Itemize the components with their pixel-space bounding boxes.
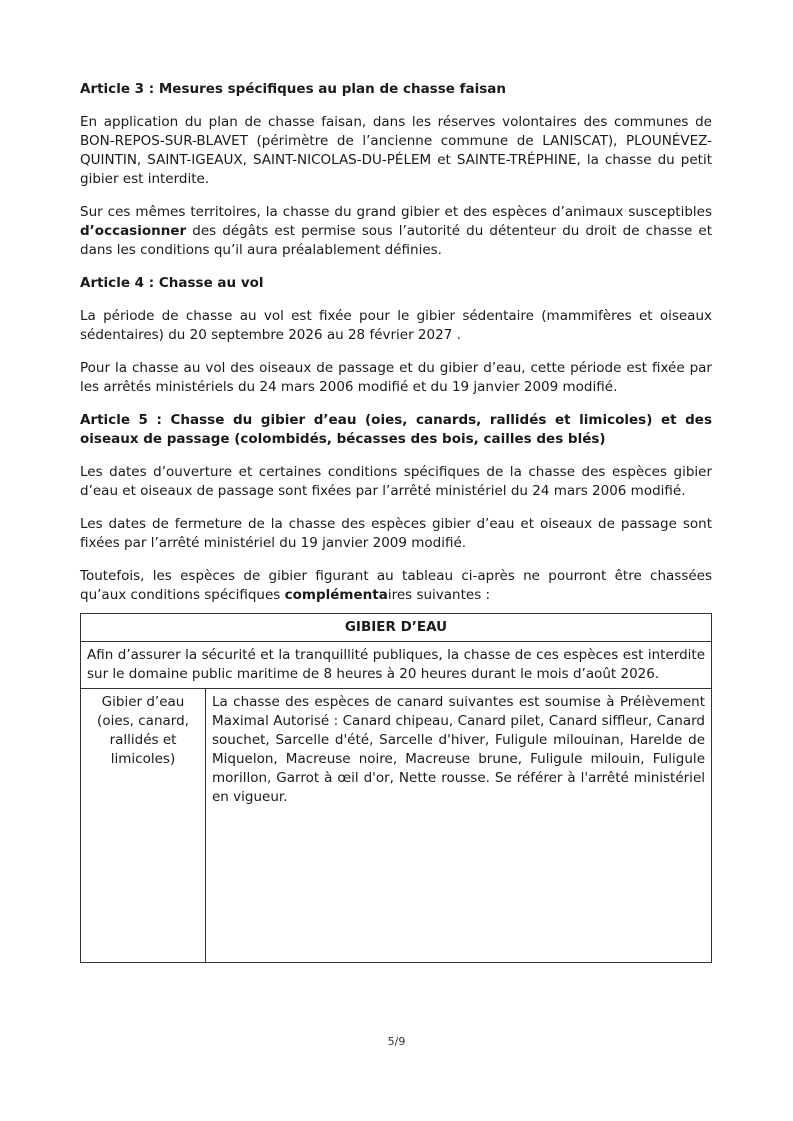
species-line-3: rallidés et [109, 732, 177, 748]
article-5-p3-text-b: ires suivantes : [387, 587, 491, 603]
table-header-cell: GIBIER D’EAU [81, 614, 712, 642]
species-line-1: Gibier d’eau [101, 694, 185, 710]
article-5-heading: Article 5 : Chasse du gibier d’eau (oies, canards, rallidés et limicoles) et des oiseaux de passage (colombidés, bécasses des bois, cailles des blés) [80, 412, 712, 447]
article-5-paragraph-2: Les dates de fermeture de la chasse des espèces gibier d’eau et oiseaux de passage sont fixées par l’arrêté ministériel du 19 janvier 2009 modifié. [80, 516, 712, 551]
article-5-paragraph-1: Les dates d’ouverture et certaines conditions spécifiques de la chasse des espèces gibier d’eau et oiseaux de passage sont fixées par l’arrêté ministériel du 24 mars 2006 modifié. [80, 464, 712, 499]
table-header-row [81, 614, 712, 642]
species-line-4: limicoles) [110, 751, 176, 767]
article-3-heading: Article 3 : Mesures spécifiques au plan de chasse faisan [80, 81, 506, 97]
page-number: 5/9 [387, 1035, 406, 1048]
article-3-p2-text-b: des dégâts est permise sous l’autorité du détenteur du droit de chasse et dans les conditions qu’il aura préalablement définies. [80, 223, 712, 258]
table-row [81, 689, 712, 963]
article-5-p3-bold: complémenta [284, 587, 388, 603]
article-4-heading: Article 4 : Chasse au vol [80, 275, 264, 291]
species-cell [81, 689, 206, 963]
article-3-p2-text-a: Sur ces mêmes territoires, la chasse du grand gibier et des espèces d’animaux susceptibles [80, 204, 712, 220]
table-intro-cell: Afin d’assurer la sécurité et la tranquillité publiques, la chasse de ces espèces est interdite sur le domaine public maritime de 8 heures à 20 heures durant le mois d’août 2026. [81, 642, 712, 689]
article-5-paragraph-3 [80, 567, 712, 605]
article-5-p3-text-a: Toutefois, les espèces de gibier figurant au tableau ci-après ne pourront être chassées qu’aux conditions spécifiques [80, 568, 712, 603]
article-3-p2-bold: d’occasionner [80, 223, 187, 239]
article-4-paragraph-2: Pour la chasse au vol des oiseaux de passage et du gibier d’eau, cette période est fixée par les arrêtés ministériels du 24 mars 2006 modifié et du 19 janvier 2009 modifié. [80, 360, 712, 395]
article-4-paragraph-1: La période de chasse au vol est fixée pour le gibier sédentaire (mammifères et oiseaux sédentaires) du 20 septembre 2026 au 28 février 2027 . [80, 308, 712, 343]
article-3-paragraph-1: En application du plan de chasse faisan, dans les réserves volontaires des communes de BON-REPOS-SUR-BLAVET (périmètre de l’ancienne commune de LANISCAT), PLOUNÉVEZ-QUINTIN, SAINT-IGEAUX, SAINT-NICOLAS-DU-PÉLEM et SAINTE-TRÉPHINE, la chasse du petit gibier est interdite. [80, 114, 712, 187]
species-line-2: (oies, canard, [97, 713, 189, 729]
rule-cell: La chasse des espèces de canard suivantes est soumise à Prélèvement Maximal Autorisé : Canard chipeau, Canard pilet, Canard siffleur, Canard souchet, Sarcelle d'été, Sarcelle d'hiver, Fuligule milouinan, Harelde de Miquelon, Macreuse noire, Macreuse brune, Fuligule milouin, Fuligule morillon, Garrot à œil d'or, Nette rousse. Se référer à l'arrêté ministériel en vigueur. [206, 689, 712, 963]
article-3-paragraph-2 [80, 203, 712, 260]
table-intro-row [81, 642, 712, 689]
gibier-deau-table [80, 613, 712, 963]
document-page [80, 80, 712, 963]
